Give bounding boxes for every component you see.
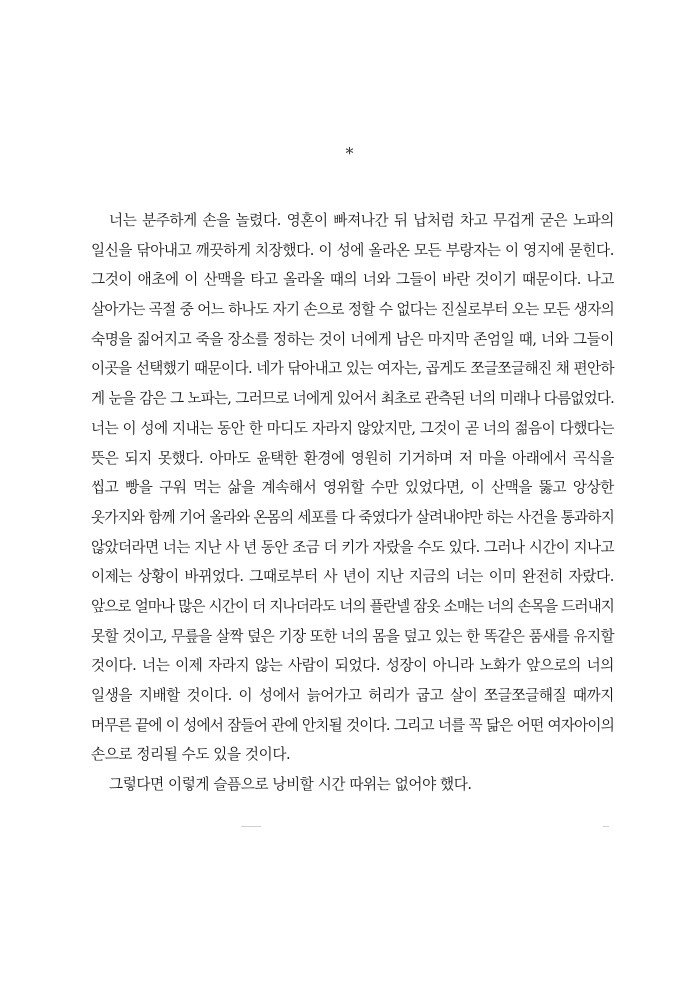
faint-mark — [603, 826, 609, 827]
text-line: 앞으로 얼마나 많은 시간이 더 지나더라도 너의 플란넬 잠옷 소매는 너의 손목을 드러내지 — [91, 597, 614, 615]
text-line: 너는 분주하게 손을 놀렸다. 영혼이 빠져나간 뒤 납처럼 차고 무겁게 굳은 노파의 — [109, 212, 614, 229]
text-line: 뜻은 되지 못했다. 아마도 윤택한 환경에 영원히 기거하며 저 마을 아래에서 곡식을 — [91, 449, 614, 467]
paragraph-2 — [91, 770, 614, 800]
text-line: 숙명을 짊어지고 죽을 장소를 정하는 것이 너에게 남은 마지막 존엄일 때, 너와 그들이 — [91, 330, 614, 348]
text-line: 씹고 빵을 구워 먹는 삶을 계속해서 영위할 수만 있었다면, 이 산맥을 뚫고 앙상한 — [91, 479, 614, 497]
text-line: 일신을 닦아내고 깨끗하게 치장했다. 이 성에 올라온 모든 부랑자는 이 영지에 묻힌다. — [91, 241, 614, 259]
text-line: 이제는 상황이 바뀌었다. 그때로부터 사 년이 지난 지금의 너는 이미 완전히 자랐다. — [91, 568, 614, 586]
text-line: 손으로 정리될 수도 있을 것이다. — [91, 746, 291, 764]
text-line: 그렇다면 이렇게 슬픔으로 낭비할 시간 따위는 없어야 했다. — [109, 776, 472, 794]
text-line: 너는 이 성에 지내는 동안 한 마디도 자라지 않았지만, 그것이 곧 너의 젊음이 다했다는 — [91, 419, 614, 437]
text-line: 살아가는 곡절 중 어느 하나도 자기 손으로 정할 수 없다는 진실로부터 오는 모든 생자의 — [91, 301, 614, 319]
scene-break-asterisk: * — [345, 144, 354, 163]
text-line: 않았더라면 너는 지난 사 년 동안 조금 더 키가 자랐을 수도 있다. 그러나 시간이 지나고 — [91, 538, 614, 556]
text-line: 게 눈을 감은 그 노파는, 그러므로 너에게 있어서 최초로 관측된 너의 미래나 다름없었다. — [91, 390, 614, 408]
body-text — [91, 206, 614, 800]
text-line: 그것이 애초에 이 산맥을 타고 올라올 때의 너와 그들이 바란 것이기 때문이다. 나고 — [91, 271, 614, 289]
text-line: 이곳을 선택했기 때문이다. 네가 닦아내고 있는 여자는, 곱게도 쪼글쪼글해진 채 편안하 — [91, 360, 614, 378]
faint-mark — [241, 826, 261, 827]
text-line: 머무른 끝에 이 성에서 잠들어 관에 안치될 것이다. 그리고 너를 꼭 닮은 어떤 여자아이의 — [91, 716, 614, 734]
text-line: 일생을 지배할 것이다. 이 성에서 늙어가고 허리가 굽고 살이 쪼글쪼글해질 때까지 — [91, 687, 614, 704]
text-line: 옷가지와 함께 기어 올라와 온몸의 세포를 다 죽였다가 살려내야만 하는 사건을 통과하지 — [91, 508, 614, 526]
faint-scan-marks — [91, 826, 614, 828]
text-line: 것이다. 너는 이제 자라지 않는 사람이 되었다. 성장이 아니라 노화가 앞으로의 너의 — [91, 657, 614, 675]
text-line: 못할 것이고, 무릎을 살짝 덮은 기장 또한 너의 몸을 덮고 있는 한 똑같은 품새를 유지할 — [91, 627, 614, 645]
paragraph-1 — [91, 206, 614, 770]
